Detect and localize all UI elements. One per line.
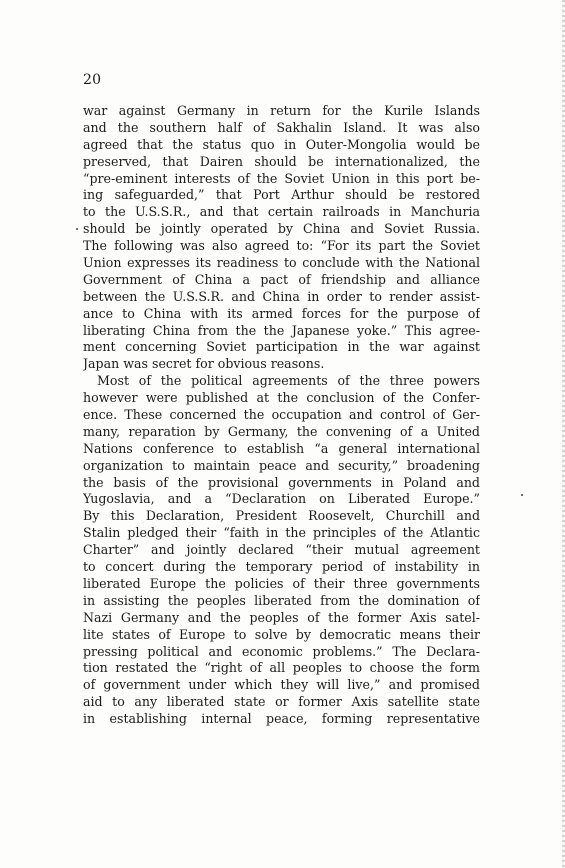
text-line: liberating China from the the Japanese yoke.” This agree-	[83, 322, 480, 338]
text-line: in assisting the peoples liberated from the domination of	[83, 592, 480, 608]
text-line: and the southern half of Sakhalin Island. It was also	[83, 119, 480, 135]
text-line: however were published at the conclusion of the Confer-	[83, 390, 480, 406]
text-line: Stalin pledged their “faith in the principles of the Atlantic	[83, 525, 480, 541]
text-line: Yugoslavia, and a “Declaration on Liberated Europe.”	[83, 491, 480, 507]
text-line: Nations conference to establish “a general international	[83, 440, 480, 456]
text-line: Charter” and jointly declared “their mutual agreement	[83, 542, 480, 558]
text-line: to the U.S.S.R., and that certain railroads in Manchuria	[83, 204, 480, 220]
text-line: many, reparation by Germany, the convening of a United	[83, 423, 480, 439]
text-line: Union expresses its readiness to conclude with the National	[83, 255, 480, 271]
text-line: ance to China with its armed forces for the purpose of	[83, 305, 480, 321]
text-line: preserved, that Dairen should be internationalized, the	[83, 153, 480, 169]
text-line: liberated Europe the policies of their three governments	[83, 575, 480, 591]
text-line: tion restated the “right of all peoples to choose the form	[83, 660, 480, 676]
text-line: the basis of the provisional governments in Poland and	[83, 474, 480, 490]
scan-speck	[76, 228, 78, 230]
scan-speck	[521, 494, 523, 496]
text-line: organization to maintain peace and security,” broadening	[83, 457, 480, 473]
text-line: agreed that the status quo in Outer-Mongolia would be	[83, 136, 480, 152]
text-line: Government of China a pact of friendship and alliance	[83, 271, 480, 287]
text-line: By this Declaration, President Roosevelt, Churchill and	[83, 508, 480, 524]
text-line: Nazi Germany and the peoples of the former Axis satel-	[83, 609, 480, 625]
text-line: The following was also agreed to: “For its part the Soviet	[83, 238, 480, 254]
text-line: ing safeguarded,” that Port Arthur should be restored	[83, 187, 480, 203]
text-line: in establishing internal peace, forming representative	[83, 711, 480, 727]
text-line: lite states of Europe to solve by democratic means their	[83, 626, 480, 642]
text-line: ence. These concerned the occupation and control of Ger-	[83, 407, 480, 423]
text-line: Most of the political agreements of the three powers	[97, 373, 480, 389]
text-line: ment concerning Soviet participation in the war against	[83, 339, 480, 355]
text-line: should be jointly operated by China and Soviet Russia.	[83, 221, 480, 237]
text-line: “pre-eminent interests of the Soviet Union in this port be-	[83, 170, 480, 186]
text-line: to concert during the temporary period of instability in	[83, 559, 480, 575]
body-text	[83, 103, 480, 728]
text-line: pressing political and economic problems.” The Declara-	[83, 643, 480, 659]
page-number: 20	[83, 72, 102, 88]
text-line: Japan was secret for obvious reasons.	[83, 356, 325, 372]
text-line: aid to any liberated state or former Axis satellite state	[83, 694, 480, 710]
text-line: war against Germany in return for the Kurile Islands	[83, 103, 480, 118]
text-line: of government under which they will live,” and promised	[83, 677, 480, 693]
text-line: between the U.S.S.R. and China in order to render assist-	[83, 288, 480, 304]
